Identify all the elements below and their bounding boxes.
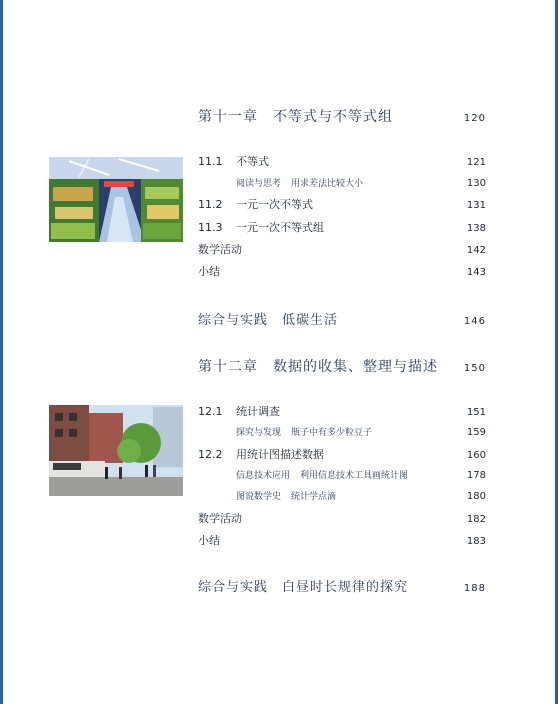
page-number: 131: [466, 200, 486, 211]
page-number: 151: [466, 407, 486, 418]
page-number: 183: [466, 536, 486, 547]
practice-title: 综合与实践 白昼时长规律的探究: [198, 580, 409, 595]
summary-12[interactable]: [198, 532, 486, 548]
entry-title: 瓶子中有多少粒豆子: [291, 428, 373, 438]
entry-title: 小结: [198, 265, 220, 278]
section-number: 12.1: [198, 405, 223, 418]
page-number: 138: [466, 223, 486, 234]
section-number: 11.2: [198, 198, 223, 211]
page-border-left: [0, 0, 3, 704]
page-number: 182: [466, 514, 486, 525]
practice-daylight[interactable]: [198, 576, 486, 595]
entry-title: 统计学点滴: [291, 492, 337, 502]
entry-label: 阅读与思考: [236, 179, 282, 189]
explore-discover-entry[interactable]: [236, 425, 486, 438]
page-number: 121: [466, 157, 486, 168]
section-12-2[interactable]: [198, 446, 486, 462]
section-title: 一元一次不等式组: [236, 221, 324, 234]
section-title: 一元一次不等式: [236, 198, 313, 211]
page-number: 180: [466, 491, 486, 502]
entry-title: 利用信息技术工具画统计图: [300, 471, 409, 481]
page-number: 146: [463, 316, 486, 327]
entry-title: 小结: [198, 534, 220, 547]
chapter-title: 第十一章 不等式与不等式组: [198, 109, 393, 125]
chapter-11-heading[interactable]: [198, 106, 486, 126]
summary-11[interactable]: [198, 263, 486, 279]
math-history-entry[interactable]: [236, 489, 486, 502]
page-number: 159: [466, 427, 486, 438]
page-number: 142: [466, 245, 486, 256]
section-number: 12.2: [198, 448, 223, 461]
practice-low-carbon[interactable]: [198, 309, 486, 328]
page-number: 178: [466, 470, 486, 481]
section-number: 11.3: [198, 221, 223, 234]
section-11-3[interactable]: [198, 219, 486, 235]
section-12-1[interactable]: [198, 403, 486, 419]
entry-title: 数学活动: [198, 243, 242, 256]
page-number: 120: [463, 113, 486, 124]
section-title: 统计调查: [236, 405, 280, 418]
math-activity-12[interactable]: [198, 510, 486, 526]
school-campus-photo: [49, 405, 183, 496]
it-application-entry[interactable]: [236, 468, 486, 481]
entry-label: 图说数学史: [236, 492, 282, 502]
math-activity-11[interactable]: [198, 241, 486, 257]
section-title: 不等式: [236, 155, 269, 168]
page-number: 150: [463, 363, 486, 374]
entry-title: 用求差法比较大小: [291, 179, 364, 189]
chapter-12-heading[interactable]: [198, 356, 486, 376]
page-number: 188: [463, 583, 486, 594]
section-title: 用统计图描述数据: [236, 448, 324, 461]
supermarket-photo: [49, 157, 183, 242]
entry-label: 探究与发现: [236, 428, 282, 438]
section-number: 11.1: [198, 155, 223, 168]
page-number: 160: [466, 450, 486, 461]
chapter-title: 第十二章 数据的收集、整理与描述: [198, 359, 438, 375]
page-number: 130: [466, 178, 486, 189]
section-11-1[interactable]: [198, 153, 486, 169]
reading-thinking-entry[interactable]: [236, 176, 486, 189]
entry-title: 数学活动: [198, 512, 242, 525]
entry-label: 信息技术应用: [236, 471, 291, 481]
section-11-2[interactable]: [198, 196, 486, 212]
page-number: 143: [466, 267, 486, 278]
practice-title: 综合与实践 低碳生活: [198, 313, 339, 328]
